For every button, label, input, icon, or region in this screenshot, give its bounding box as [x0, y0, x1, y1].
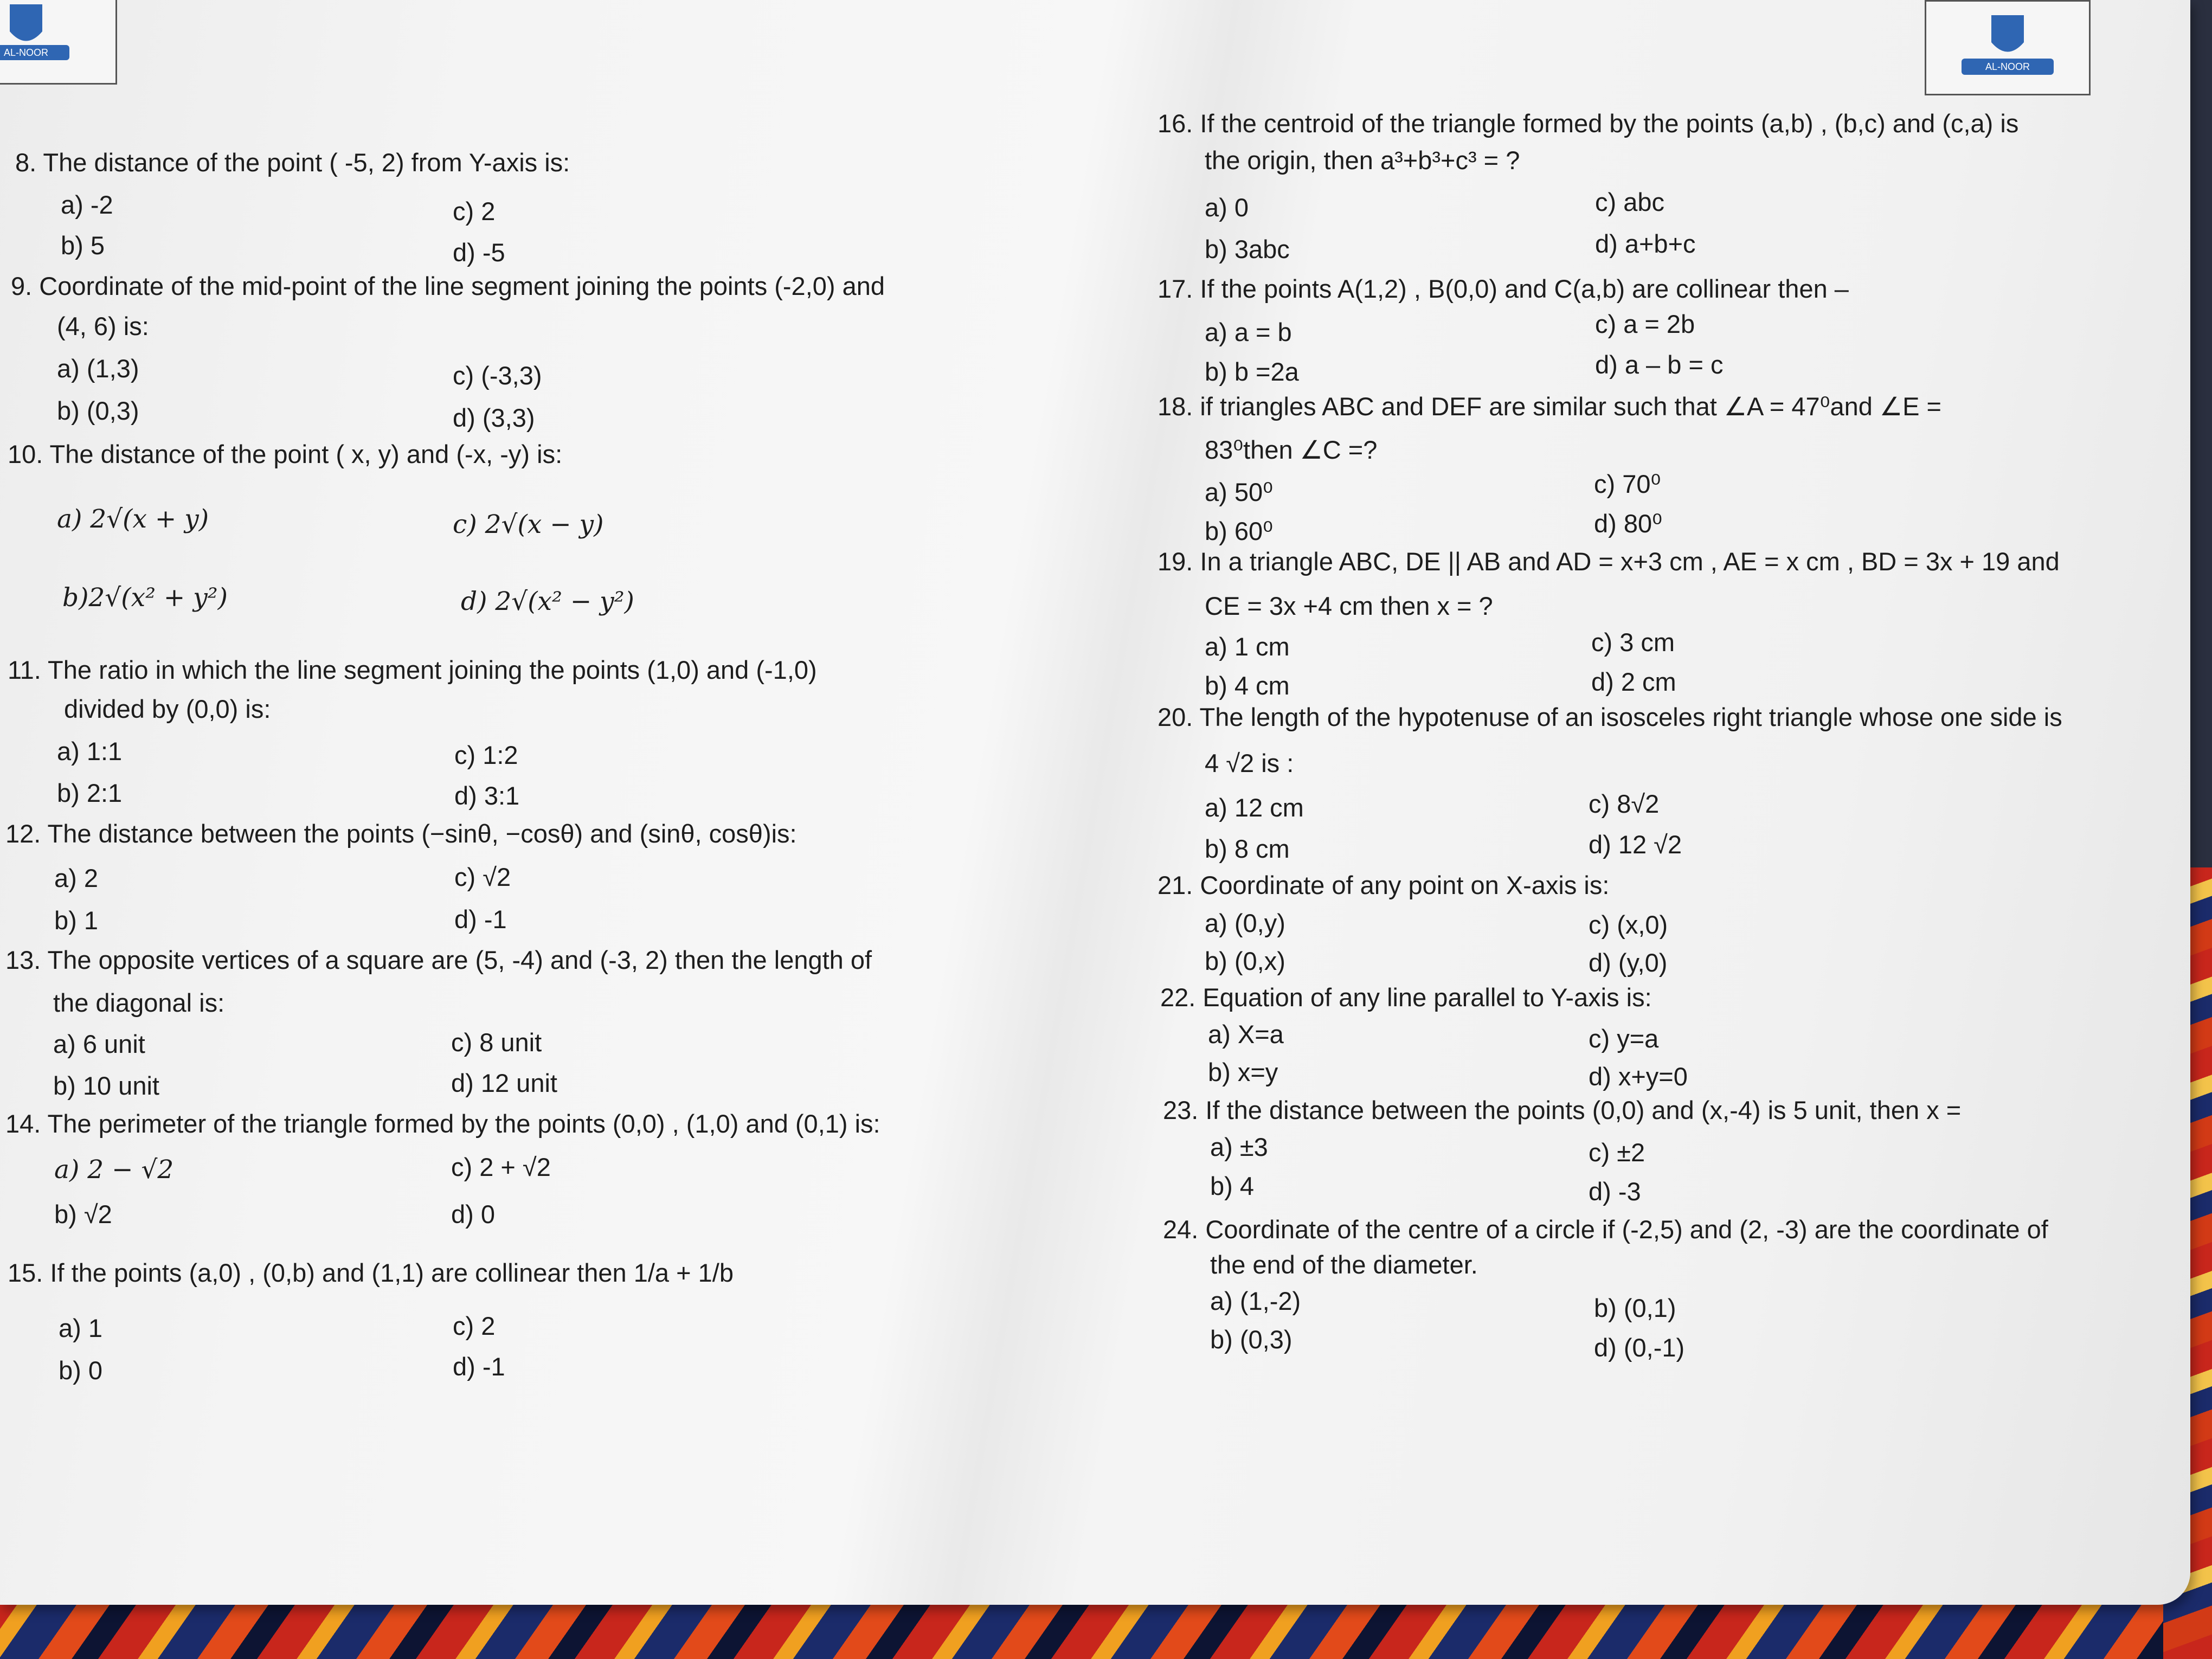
- question-18-continued: 83⁰then ∠C =?: [1205, 435, 1378, 464]
- option-a: a) ±3: [1210, 1133, 1268, 1161]
- question-16: 16. If the centroid of the triangle formed by the points (a,b) , (b,c) and (c,a) is: [1158, 109, 2019, 138]
- option-c: c) 2 + √2: [451, 1153, 551, 1181]
- option-b: b) 8 cm: [1205, 834, 1290, 863]
- crest-icon: [0, 0, 80, 75]
- question-17: 17. If the points A(1,2) , B(0,0) and C(a,b) are collinear then –: [1158, 274, 1849, 303]
- option-a: a) 12 cm: [1205, 793, 1304, 822]
- option-d: d) 2 cm: [1591, 667, 1676, 696]
- school-logo-left: [0, 0, 117, 85]
- option-b: b) 60⁰: [1205, 517, 1273, 545]
- option-a: a) (1,-2): [1210, 1287, 1301, 1315]
- question-9: 9. Coordinate of the mid-point of the line segment joining the points (-2,0) and: [11, 272, 885, 300]
- option-a: a) 1:1: [57, 737, 123, 766]
- option-a: a) 0: [1205, 193, 1249, 222]
- question-12: 12. The distance between the points (−sinθ, −cosθ) and (sinθ, cosθ)is:: [5, 819, 797, 848]
- option-d: d) (0,-1): [1594, 1333, 1685, 1362]
- option-a: a) (1,3): [57, 354, 139, 383]
- school-logo-right: [1925, 0, 2091, 95]
- option-b: b) 5: [61, 231, 105, 260]
- option-d: d) 0: [451, 1200, 495, 1229]
- option-a: a) 2 − √2: [54, 1155, 174, 1185]
- option-d: d) a+b+c: [1595, 229, 1696, 258]
- option-b: b) b =2a: [1205, 357, 1299, 386]
- option-b: b) x=y: [1208, 1058, 1278, 1086]
- question-16-continued: the origin, then a³+b³+c³ = ?: [1205, 146, 1520, 175]
- crest-icon: [1948, 7, 2067, 88]
- question-15: 15. If the points (a,0) , (0,b) and (1,1) are collinear then 1/a + 1/b: [8, 1258, 734, 1287]
- option-d: d) (y,0): [1589, 948, 1668, 977]
- option-c: b) (0,1): [1594, 1294, 1676, 1322]
- question-9-continued: (4, 6) is:: [57, 312, 149, 340]
- option-d: d) (3,3): [453, 403, 535, 432]
- question-21: 21. Coordinate of any point on X-axis is:: [1158, 871, 1610, 899]
- option-d: d) 2√(x² − y²): [461, 587, 634, 616]
- option-c: c) 8√2: [1589, 789, 1660, 818]
- option-c: c) (-3,3): [453, 361, 542, 390]
- option-d: d) 12 unit: [451, 1069, 557, 1097]
- option-c: c) 70⁰: [1594, 470, 1661, 498]
- option-d: d) -3: [1589, 1177, 1641, 1206]
- question-14: 14. The perimeter of the triangle formed by the points (0,0) , (1,0) and (0,1) is:: [5, 1109, 880, 1138]
- option-a: a) 2: [54, 864, 98, 892]
- option-b: b)2√(x² + y²): [62, 583, 228, 613]
- option-c: c) 8 unit: [451, 1028, 542, 1057]
- option-c: c) y=a: [1589, 1024, 1659, 1053]
- question-10: 10. The distance of the point ( x, y) and (-x, -y) is:: [8, 440, 563, 468]
- option-b: b) √2: [54, 1200, 112, 1229]
- option-a: a) -2: [61, 190, 113, 219]
- question-20: 20. The length of the hypotenuse of an isosceles right triangle whose one side is: [1158, 703, 2062, 731]
- option-c: c) ±2: [1589, 1138, 1645, 1167]
- option-d: d) x+y=0: [1589, 1062, 1688, 1091]
- option-a: a) 2√(x + y): [57, 504, 209, 534]
- option-a: a) 50⁰: [1205, 478, 1273, 506]
- option-a: a) (0,y): [1205, 909, 1285, 937]
- question-13-continued: the diagonal is:: [53, 988, 225, 1017]
- option-c: c) 1:2: [454, 741, 518, 769]
- option-b: b) 3abc: [1205, 235, 1290, 263]
- option-b: b) (0,x): [1205, 947, 1285, 975]
- option-a: a) a = b: [1205, 318, 1292, 346]
- option-b: b) 4: [1210, 1172, 1254, 1200]
- option-a: a) 1 cm: [1205, 632, 1290, 661]
- option-b: b) (0,3): [57, 396, 139, 425]
- question-11: 11. The ratio in which the line segment joining the points (1,0) and (-1,0): [8, 655, 817, 684]
- question-23: 23. If the distance between the points (0,0) and (x,-4) is 5 unit, then x =: [1163, 1096, 1962, 1124]
- question-22: 22. Equation of any line parallel to Y-axis is:: [1160, 983, 1652, 1012]
- option-a: a) 6 unit: [53, 1030, 145, 1058]
- option-b: b) 10 unit: [53, 1071, 159, 1100]
- option-c: c) (x,0): [1589, 910, 1668, 939]
- option-b: b) 2:1: [57, 779, 123, 807]
- logo-text-right: AL-NOOR: [1985, 61, 2030, 72]
- question-20-continued: 4 √2 is :: [1205, 749, 1294, 777]
- option-c: c) abc: [1595, 188, 1664, 216]
- option-c: c) 2: [453, 1311, 496, 1340]
- option-a: a) X=a: [1208, 1020, 1284, 1049]
- option-c: c) a = 2b: [1595, 310, 1695, 338]
- option-d: d) -5: [453, 238, 505, 267]
- option-a: a) 1: [59, 1314, 102, 1342]
- question-11-continued: divided by (0,0) is:: [64, 695, 271, 723]
- option-b: b) 0: [59, 1356, 102, 1385]
- logo-text-left: AL-NOOR: [3, 47, 49, 58]
- option-d: d) a – b = c: [1595, 350, 1724, 379]
- question-19: 19. In a triangle ABC, DE || AB and AD = x+3 cm , AE = x cm , BD = 3x + 19 and: [1158, 547, 2060, 576]
- option-d: d) -1: [453, 1352, 505, 1381]
- question-24: 24. Coordinate of the centre of a circle if (-2,5) and (2, -3) are the coordinate of: [1163, 1215, 2048, 1244]
- option-c: c) 3 cm: [1591, 628, 1675, 657]
- question-13: 13. The opposite vertices of a square are (5, -4) and (-3, 2) then the length of: [5, 946, 872, 974]
- question-8: 8. The distance of the point ( -5, 2) from Y-axis is:: [15, 148, 570, 177]
- question-19-continued: CE = 3x +4 cm then x = ?: [1205, 591, 1493, 620]
- option-d: d) 3:1: [454, 781, 520, 810]
- option-d: d) 80⁰: [1594, 509, 1662, 538]
- option-c: c) √2: [454, 863, 511, 891]
- option-b: b) 4 cm: [1205, 671, 1290, 700]
- option-c: c) 2√(x − y): [453, 510, 604, 539]
- option-b: b) (0,3): [1210, 1325, 1293, 1354]
- question-18: 18. if triangles ABC and DEF are similar such that ∠A = 47⁰and ∠E =: [1158, 392, 1941, 421]
- question-24-continued: the end of the diameter.: [1210, 1250, 1478, 1279]
- option-b: b) 1: [54, 906, 98, 935]
- option-c: c) 2: [453, 197, 496, 226]
- option-d: d) -1: [454, 905, 507, 934]
- option-d: d) 12 √2: [1589, 830, 1682, 859]
